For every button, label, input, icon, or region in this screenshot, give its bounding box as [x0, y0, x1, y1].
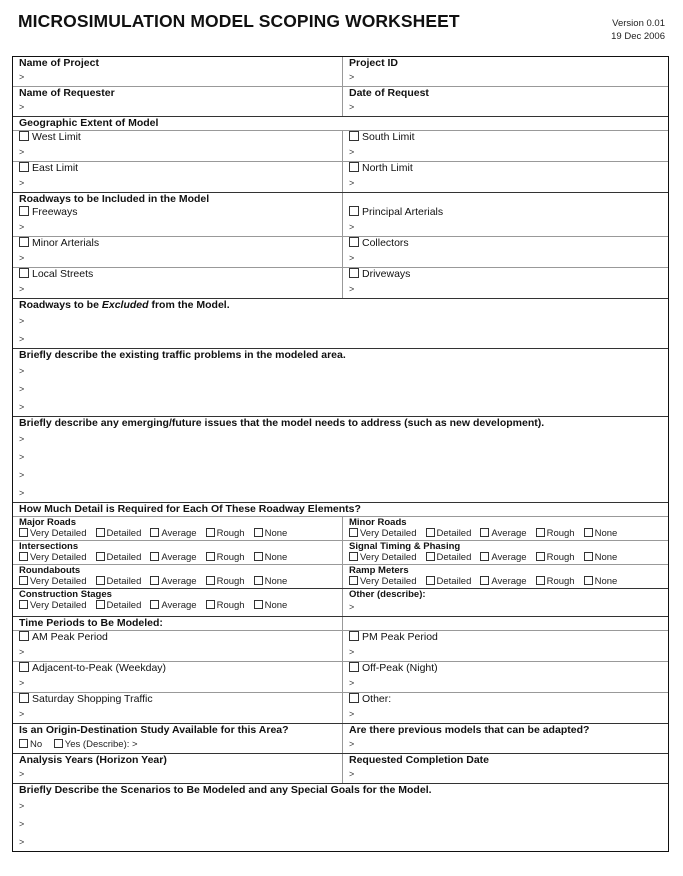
west-limit-field[interactable]: >	[19, 147, 25, 157]
checkbox-icon[interactable]	[584, 576, 593, 585]
request-date-label: Date of Request	[349, 87, 429, 99]
checkbox-icon[interactable]	[96, 600, 105, 609]
adjacent-peak-field[interactable]: >	[19, 678, 25, 688]
detail-element-label: Roundabouts	[19, 565, 81, 576]
geographic-title-row	[13, 116, 668, 130]
detail-level-label: Very Detailed	[360, 528, 417, 539]
checkbox-icon[interactable]	[254, 528, 263, 537]
time-periods-title: Time Periods to Be Modeled:	[19, 617, 163, 629]
scenarios-title: Briefly Describe the Scenarios to Be Modeled and any Special Goals for the Model.	[19, 784, 432, 796]
detail-level-label: Detailed	[106, 552, 142, 563]
detail-level-label: Detailed	[106, 576, 142, 587]
detail-row-4	[13, 588, 668, 616]
detail-level-option[interactable]	[206, 528, 245, 539]
detail-level-label: Very Detailed	[30, 552, 87, 563]
detail-level-option[interactable]	[480, 528, 526, 539]
existing-problems-field-3[interactable]: >	[19, 402, 25, 412]
detail-level-options	[19, 576, 342, 588]
detail-title-row	[13, 502, 668, 516]
detail-level-label: None	[264, 600, 288, 611]
requester-cell	[13, 87, 342, 116]
checkbox-icon[interactable]	[19, 576, 28, 585]
checkbox-icon[interactable]	[96, 528, 105, 537]
detail-level-label: None	[594, 528, 618, 539]
checkbox-icon[interactable]	[206, 528, 215, 537]
detail-level-label: None	[264, 552, 288, 563]
checkbox-icon[interactable]	[150, 600, 159, 609]
detail-level-label: Rough	[216, 552, 245, 563]
roadways-included-title: Roadways to be Included in the Model	[19, 193, 210, 205]
detail-element	[13, 517, 342, 540]
project-id-field[interactable]: >	[349, 72, 355, 82]
detail-element-label: Ramp Meters	[349, 565, 409, 576]
detail-level-option[interactable]	[254, 552, 288, 563]
south-limit-checkbox[interactable]	[349, 131, 359, 141]
future-issues-title: Briefly describe any emerging/future issues that the model needs to address (such as new development).	[19, 417, 545, 429]
saturday-shopping-label: Saturday Shopping Traffic	[32, 693, 153, 705]
checkbox-icon[interactable]	[96, 576, 105, 585]
checkbox-icon[interactable]	[536, 576, 545, 585]
detail-other-label: Other (describe):	[349, 589, 426, 600]
detail-element	[13, 541, 342, 564]
detail-level-label: Very Detailed	[30, 600, 87, 611]
detail-level-option[interactable]	[480, 576, 526, 587]
future-issues-field-2[interactable]: >	[19, 452, 25, 462]
existing-problems-field-1[interactable]: >	[19, 366, 25, 376]
roadways-excluded-row	[13, 298, 668, 348]
detail-level-label: Average	[161, 552, 197, 563]
off-peak-field[interactable]: >	[349, 678, 355, 688]
collectors-field[interactable]: >	[349, 253, 355, 263]
detail-level-option[interactable]	[536, 528, 575, 539]
detail-level-option[interactable]	[426, 552, 472, 563]
north-limit-checkbox[interactable]	[349, 162, 359, 172]
detail-level-option[interactable]	[19, 576, 87, 587]
od-study-no-label: No	[30, 739, 43, 750]
checkbox-icon[interactable]	[426, 528, 435, 537]
scenarios-field-2[interactable]: >	[19, 819, 25, 829]
checkbox-icon[interactable]	[150, 552, 159, 561]
checkbox-icon[interactable]	[96, 552, 105, 561]
detail-level-option[interactable]	[584, 576, 618, 587]
detail-level-label: Rough	[546, 528, 575, 539]
detail-level-option[interactable]	[349, 576, 417, 587]
am-peak-label: AM Peak Period	[32, 631, 108, 643]
east-limit-label: East Limit	[32, 162, 79, 174]
minor-arterials-checkbox[interactable]	[19, 237, 29, 247]
am-peak-field[interactable]: >	[19, 647, 25, 657]
detail-level-option[interactable]	[584, 528, 618, 539]
detail-element	[342, 541, 668, 564]
principal-arterials-checkbox[interactable]	[349, 206, 359, 216]
detail-level-label: Detailed	[436, 552, 472, 563]
detail-level-option[interactable]	[150, 576, 196, 587]
checkbox-icon[interactable]	[254, 576, 263, 585]
detail-level-option[interactable]	[19, 552, 87, 563]
detail-level-label: Average	[491, 552, 527, 563]
analysis-years-title: Analysis Years (Horizon Year)	[19, 754, 167, 766]
requester-field[interactable]: >	[19, 102, 25, 112]
detail-level-options	[19, 600, 342, 612]
checkbox-icon[interactable]	[19, 600, 28, 609]
detail-level-option[interactable]	[19, 528, 87, 539]
version-date: 19 Dec 2006	[611, 31, 665, 42]
checkbox-icon[interactable]	[206, 600, 215, 609]
detail-other-field[interactable]: >	[349, 602, 355, 612]
existing-problems-field-2[interactable]: >	[19, 384, 25, 394]
detail-level-option[interactable]	[206, 552, 245, 563]
checkbox-icon[interactable]	[19, 528, 28, 537]
checkbox-icon[interactable]	[150, 528, 159, 537]
detail-level-option[interactable]	[349, 528, 417, 539]
freeways-field[interactable]: >	[19, 222, 25, 232]
driveways-field[interactable]: >	[349, 284, 355, 294]
detail-level-option[interactable]	[150, 600, 196, 611]
pm-peak-checkbox[interactable]	[349, 631, 359, 641]
local-streets-field[interactable]: >	[19, 284, 25, 294]
west-limit-checkbox[interactable]	[19, 131, 29, 141]
project-name-cell	[13, 57, 342, 86]
detail-level-option[interactable]	[536, 552, 575, 563]
detail-level-label: None	[594, 552, 618, 563]
existing-problems-title: Briefly describe the existing traffic problems in the modeled area.	[19, 349, 346, 361]
time-periods-row-1	[13, 616, 668, 630]
detail-level-label: Detailed	[106, 528, 142, 539]
checkbox-icon[interactable]	[536, 552, 545, 561]
roadways-excluded-field-2[interactable]: >	[19, 334, 25, 344]
collectors-label: Collectors	[362, 237, 409, 249]
checkbox-icon[interactable]	[349, 552, 358, 561]
detail-level-option[interactable]	[254, 528, 288, 539]
roadways-included-row-3	[13, 267, 668, 298]
roadways-included-row-1	[13, 192, 668, 236]
detail-level-label: Very Detailed	[360, 552, 417, 563]
detail-level-option[interactable]	[19, 600, 87, 611]
detail-level-option[interactable]	[426, 576, 472, 587]
project-name-label: Name of Project	[19, 57, 99, 69]
adjacent-peak-checkbox[interactable]	[19, 662, 29, 672]
detail-level-label: None	[264, 576, 288, 587]
detail-level-option[interactable]	[96, 600, 142, 611]
south-limit-label: South Limit	[362, 131, 415, 143]
detail-element	[342, 565, 668, 588]
detail-level-label: Average	[491, 576, 527, 587]
detail-row-2	[13, 540, 668, 564]
checkbox-icon[interactable]	[480, 528, 489, 537]
detail-element-label: Intersections	[19, 541, 79, 552]
completion-date-title: Requested Completion Date	[349, 754, 490, 766]
request-date-cell	[342, 87, 668, 116]
checkbox-icon[interactable]	[254, 552, 263, 561]
detail-element-label: Signal Timing & Phasing	[349, 541, 461, 552]
off-peak-label: Off-Peak (Night)	[362, 662, 438, 674]
detail-title: How Much Detail is Required for Each Of These Roadway Elements?	[19, 503, 361, 515]
od-study-row	[13, 723, 668, 753]
od-study-yes-label[interactable]: Yes (Describe): >	[64, 739, 138, 750]
collectors-checkbox[interactable]	[349, 237, 359, 247]
minor-arterials-label: Minor Arterials	[32, 237, 100, 249]
detail-level-label: None	[264, 528, 288, 539]
detail-level-label: Very Detailed	[30, 576, 87, 587]
checkbox-icon[interactable]	[349, 528, 358, 537]
detail-element	[342, 517, 668, 540]
detail-element-label: Major Roads	[19, 517, 77, 528]
minor-arterials-field[interactable]: >	[19, 253, 25, 263]
checkbox-icon[interactable]	[206, 576, 215, 585]
scenarios-row	[13, 783, 668, 851]
page-title: MICROSIMULATION MODEL SCOPING WORKSHEET	[18, 11, 460, 31]
detail-element-label: Minor Roads	[349, 517, 407, 528]
pm-peak-field[interactable]: >	[349, 647, 355, 657]
od-study-yes-checkbox[interactable]	[54, 739, 63, 748]
detail-row-1	[13, 516, 668, 540]
driveways-checkbox[interactable]	[349, 268, 359, 278]
time-periods-row-2	[13, 630, 668, 661]
detail-level-option[interactable]	[254, 576, 288, 587]
completion-date-field[interactable]: >	[349, 769, 355, 779]
checkbox-icon[interactable]	[19, 552, 28, 561]
detail-level-label: Rough	[546, 552, 575, 563]
principal-arterials-field[interactable]: >	[349, 222, 355, 232]
detail-level-options	[349, 552, 668, 564]
project-name-field[interactable]: >	[19, 72, 25, 82]
checkbox-icon[interactable]	[426, 552, 435, 561]
version-number: Version 0.01	[612, 18, 665, 29]
detail-level-label: Average	[161, 528, 197, 539]
detail-level-label: Average	[161, 600, 197, 611]
checkbox-icon[interactable]	[584, 552, 593, 561]
detail-level-option[interactable]	[96, 576, 142, 587]
project-row	[13, 57, 668, 86]
od-study-title: Is an Origin-Destination Study Available for this Area?	[19, 724, 289, 736]
future-issues-field-1[interactable]: >	[19, 434, 25, 444]
detail-level-label: Average	[161, 576, 197, 587]
detail-level-label: Very Detailed	[360, 576, 417, 587]
adjacent-peak-label: Adjacent-to-Peak (Weekday)	[32, 662, 167, 674]
detail-level-options	[19, 528, 342, 540]
detail-level-option[interactable]	[96, 528, 142, 539]
detail-level-option[interactable]	[426, 528, 472, 539]
future-issues-row	[13, 416, 668, 502]
other-period-label: Other:	[362, 693, 392, 705]
detail-level-option[interactable]	[150, 528, 196, 539]
roadways-excluded-field-1[interactable]: >	[19, 316, 25, 326]
detail-level-label: Detailed	[436, 528, 472, 539]
freeways-label: Freeways	[32, 206, 78, 218]
geographic-row-2	[13, 161, 668, 192]
checkbox-icon[interactable]	[254, 600, 263, 609]
existing-problems-row	[13, 348, 668, 416]
worksheet-form	[12, 56, 669, 852]
detail-level-label: Detailed	[436, 576, 472, 587]
geographic-title: Geographic Extent of Model	[19, 117, 159, 129]
checkbox-icon[interactable]	[480, 552, 489, 561]
detail-other-cell	[342, 589, 668, 616]
checkbox-icon[interactable]	[536, 528, 545, 537]
am-peak-checkbox[interactable]	[19, 631, 29, 641]
driveways-label: Driveways	[362, 268, 411, 280]
request-date-field[interactable]: >	[349, 102, 355, 112]
west-limit-label: West Limit	[32, 131, 81, 143]
east-limit-field[interactable]: >	[19, 178, 25, 188]
detail-level-label: Rough	[216, 528, 245, 539]
detail-level-label: Average	[491, 528, 527, 539]
detail-level-label: Detailed	[106, 600, 142, 611]
local-streets-label: Local Streets	[32, 268, 94, 280]
analysis-years-row	[13, 753, 668, 783]
od-study-no-checkbox[interactable]	[19, 739, 28, 748]
scenarios-field-3[interactable]: >	[19, 837, 25, 847]
detail-level-options	[349, 576, 668, 588]
version-info	[611, 17, 665, 43]
scenarios-field-1[interactable]: >	[19, 801, 25, 811]
future-issues-field-3[interactable]: >	[19, 470, 25, 480]
checkbox-icon[interactable]	[349, 576, 358, 585]
detail-level-options	[19, 552, 342, 564]
geographic-row-1	[13, 130, 668, 161]
other-period-checkbox[interactable]	[349, 693, 359, 703]
requester-row	[13, 86, 668, 116]
roadways-included-row-2	[13, 236, 668, 267]
south-limit-field[interactable]: >	[349, 147, 355, 157]
checkbox-icon[interactable]	[150, 576, 159, 585]
detail-element	[13, 589, 342, 616]
detail-level-option[interactable]	[254, 600, 288, 611]
detail-level-option[interactable]	[536, 576, 575, 587]
freeways-checkbox[interactable]	[19, 206, 29, 216]
saturday-shopping-checkbox[interactable]	[19, 693, 29, 703]
detail-level-options	[349, 528, 668, 540]
checkbox-icon[interactable]	[426, 576, 435, 585]
detail-element	[13, 565, 342, 588]
north-limit-field[interactable]: >	[349, 178, 355, 188]
time-periods-row-4	[13, 692, 668, 723]
detail-level-option[interactable]	[150, 552, 196, 563]
time-periods-row-3	[13, 661, 668, 692]
future-issues-field-4[interactable]: >	[19, 488, 25, 498]
detail-level-label: Rough	[216, 576, 245, 587]
analysis-years-field[interactable]: >	[19, 769, 25, 779]
detail-level-label: Rough	[216, 600, 245, 611]
east-limit-checkbox[interactable]	[19, 162, 29, 172]
detail-row-3	[13, 564, 668, 588]
detail-level-option[interactable]	[206, 600, 245, 611]
detail-level-option[interactable]	[584, 552, 618, 563]
checkbox-icon[interactable]	[584, 528, 593, 537]
detail-level-label: Very Detailed	[30, 528, 87, 539]
previous-models-title: Are there previous models that can be adapted?	[349, 724, 590, 736]
checkbox-icon[interactable]	[206, 552, 215, 561]
other-period-field[interactable]: >	[349, 709, 355, 719]
project-id-label: Project ID	[349, 57, 399, 69]
off-peak-checkbox[interactable]	[349, 662, 359, 672]
detail-element-label: Construction Stages	[19, 589, 112, 600]
saturday-shopping-field[interactable]: >	[19, 709, 25, 719]
detail-level-option[interactable]	[96, 552, 142, 563]
local-streets-checkbox[interactable]	[19, 268, 29, 278]
detail-level-label: None	[594, 576, 618, 587]
roadways-excluded-title: Roadways to be Excluded from the Model.	[19, 299, 230, 311]
north-limit-label: North Limit	[362, 162, 413, 174]
requester-label: Name of Requester	[19, 87, 115, 99]
detail-level-label: Rough	[546, 576, 575, 587]
detail-level-option[interactable]	[206, 576, 245, 587]
detail-level-option[interactable]	[349, 552, 417, 563]
principal-arterials-label: Principal Arterials	[362, 206, 444, 218]
detail-level-option[interactable]	[480, 552, 526, 563]
previous-models-field[interactable]: >	[349, 739, 355, 749]
project-id-cell	[342, 57, 668, 86]
pm-peak-label: PM Peak Period	[362, 631, 438, 643]
checkbox-icon[interactable]	[480, 576, 489, 585]
